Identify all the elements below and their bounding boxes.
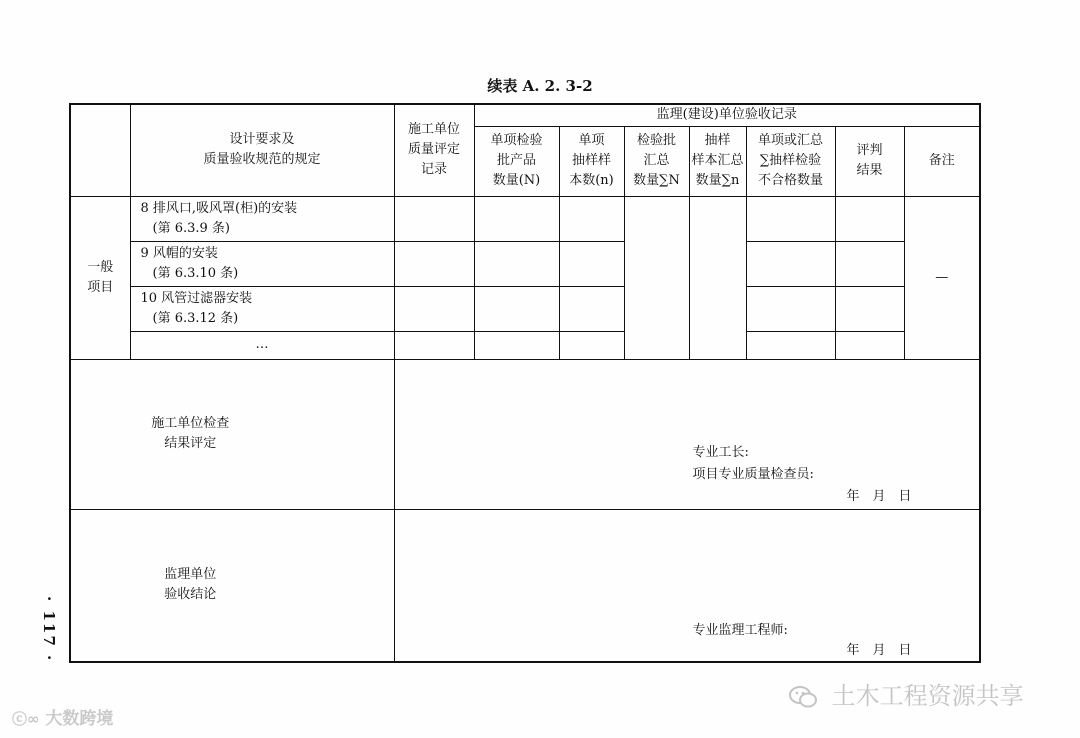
header-supervision-record: 监理(建设)单位验收记录 bbox=[474, 104, 980, 126]
cell bbox=[474, 331, 559, 359]
header-batch-quantity: 单项检验 批产品 数量(N) bbox=[474, 126, 559, 196]
cell bbox=[559, 286, 624, 331]
cell bbox=[394, 241, 474, 286]
cell bbox=[474, 196, 559, 241]
inspector-signature-label: 项目专业质量检查员: bbox=[692, 466, 814, 482]
category-general-items: 一般 项目 bbox=[70, 196, 130, 359]
supervision-conclusion-area bbox=[394, 509, 980, 662]
table-title: 续表 A. 2. 3-2 bbox=[487, 77, 593, 95]
remark-cell: — bbox=[904, 196, 980, 359]
header-sample-count: 单项 抽样样 本数(n) bbox=[559, 126, 624, 196]
item-row-label: 8 排风口,吸风罩(柜)的安装 (第 6.3.9 条) bbox=[130, 196, 394, 241]
batch-total-merged bbox=[624, 196, 689, 359]
watermark-right: 土木工程资源共享 bbox=[788, 676, 1024, 711]
item-row-label: 9 风帽的安装 (第 6.3.10 条) bbox=[130, 241, 394, 286]
header-result: 评判 结果 bbox=[835, 126, 904, 196]
header-design-requirements: 设计要求及 质量验收规范的规定 bbox=[130, 104, 394, 196]
cell bbox=[835, 196, 904, 241]
cell bbox=[474, 241, 559, 286]
cell bbox=[746, 241, 835, 286]
cell bbox=[394, 286, 474, 331]
cell bbox=[559, 331, 624, 359]
item-row-label: 10 风管过滤器安装 (第 6.3.12 条) bbox=[130, 286, 394, 331]
header-failed-count: 单项或汇总 ∑抽样检验 不合格数量 bbox=[746, 126, 835, 196]
foreman-signature-label: 专业工长: bbox=[692, 444, 749, 460]
constructor-date: 年 月 日 bbox=[846, 488, 912, 504]
constructor-check-label: 施工单位检查 结果评定 bbox=[70, 359, 394, 509]
cell bbox=[835, 286, 904, 331]
watermark-left: ⓒ∞ 大数跨境 bbox=[12, 709, 114, 729]
header-constructor-record: 施工单位 质量评定 记录 bbox=[394, 104, 474, 196]
cell bbox=[746, 286, 835, 331]
engineer-signature-label: 专业监理工程师: bbox=[692, 622, 788, 638]
header-remark: 备注 bbox=[904, 126, 980, 196]
wechat-icon bbox=[788, 684, 818, 710]
acceptance-record-table bbox=[69, 103, 981, 663]
cell bbox=[559, 196, 624, 241]
cell bbox=[474, 286, 559, 331]
cell bbox=[746, 196, 835, 241]
cell bbox=[835, 331, 904, 359]
cell bbox=[394, 196, 474, 241]
cell bbox=[559, 241, 624, 286]
cell bbox=[746, 331, 835, 359]
supervision-conclusion-label: 监理单位 验收结论 bbox=[70, 509, 394, 662]
constructor-check-area bbox=[394, 359, 980, 509]
header-blank bbox=[70, 104, 130, 196]
supervision-date: 年 月 日 bbox=[846, 642, 912, 658]
cell bbox=[394, 331, 474, 359]
ellipsis-row: … bbox=[130, 331, 394, 359]
header-sample-total: 抽样 样本汇总 数量∑n bbox=[689, 126, 746, 196]
cell bbox=[835, 241, 904, 286]
sample-total-merged bbox=[689, 196, 746, 359]
page-number: · 117 · bbox=[40, 596, 58, 663]
header-batch-total: 检验批 汇总 数量∑N bbox=[624, 126, 689, 196]
watermark-logo-icon: ⓒ∞ bbox=[12, 710, 40, 728]
